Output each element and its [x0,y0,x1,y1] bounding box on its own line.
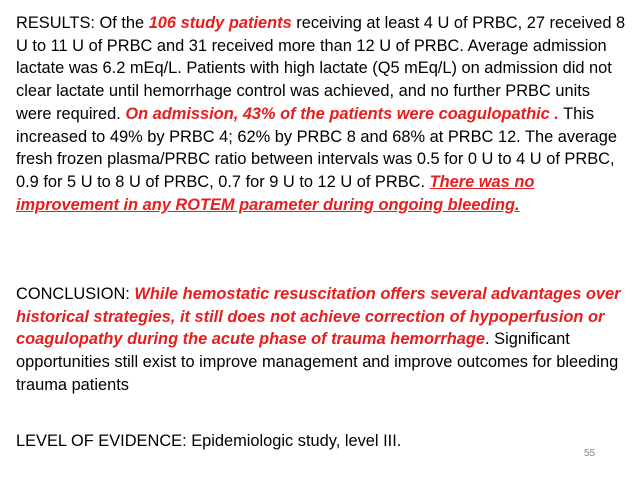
slide-number: 55 [584,448,596,459]
results-text-3: This increased to 49% by PRBC 4; 62% by PRBC 8 and 68% at PRBC 12. The average fresh frozen plasma/PRBC ratio between intervals was 0.5 for 0 U to 4 U of PRBC, 0.9 for 5 U to 8 U of PRBC, 0.7 for 9 U to 12 U of PRBC. [16,104,618,191]
conclusion-text: . Significant opportunities still exist to improve management and improve outcomes for bleeding trauma patients [16,330,619,394]
level-of-evidence: LEVEL OF EVIDENCE: Epidemiologic study, level III. [16,432,402,450]
results-text-1: Of the [94,14,149,32]
conclusion-label: CONCLUSION: [16,285,130,303]
results-highlight-2: On admission, 43% of the patients were coagulopathic . [125,104,559,123]
conclusion-highlight: While hemostatic resuscitation offers several advantages over historical strategies, it still does not achieve correction of hypoperfusion or coagulopathy during the acute phase of trauma hemorrhage [16,285,621,349]
conclusion-paragraph [16,283,628,397]
results-highlight-1: 106 study patients [148,14,292,32]
results-highlight-3: There was no improvement in any ROTEM parameter during ongoing bleeding. [16,172,535,214]
results-paragraph [16,12,628,216]
results-text-2: receiving at least 4 U of PRBC, 27 received 8 U to 11 U of PRBC and 31 received more than 12 U of PRBC. Average admission lactate was 6.2 mEq/L. Patients with high lactate (Q5 mEq/L) on admission did not clear lactate until hemorrhage control was achieved, and no further PRBC units were required. [16,14,626,123]
results-label: RESULTS: [16,14,95,32]
